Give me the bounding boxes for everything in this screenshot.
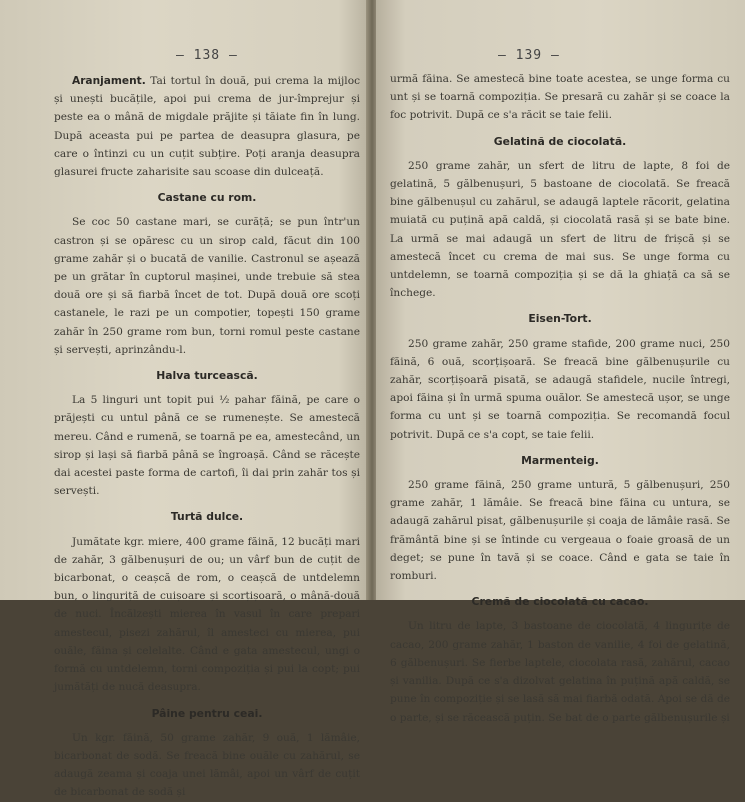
right-page — [376, 0, 745, 724]
recipe-text: La 5 linguri unt topit pui ½ pahar făină, pe care o prăjești cu untul până ce se rumenește. Se amestecă mereu. Când e rumenă, se toarnă pe ea, amestecând, un sirop și lași să fiarbă până se îngroașă. Când se răcește dai acestei paste forma de cartofi, îi dai prin zahăr tos și servești. — [54, 394, 360, 498]
left-page — [0, 0, 368, 799]
recipe-title: Eisen-Tort. — [528, 312, 592, 326]
page-body — [390, 70, 730, 727]
intro-paragraph — [54, 72, 360, 181]
recipe-title: Cremă de ciocolată cu cacao. — [471, 595, 649, 609]
recipe-text: 250 grame făină, 250 grame untură, 5 gălbenușuri, 250 grame zahăr, 1 lămâie. Se freacă bine făina cu untura, se adaugă zahărul pisat, gălbenușurile și coaja de lămâie rasă. Se frământă bine și se întinde cu vergeaua o foaie groasă de un deget; se pune în tavă și se coace. Când e gata se taie în romburi. — [390, 479, 730, 583]
recipe-title: Gelatină de ciocolată. — [493, 134, 627, 148]
recipe-title: Halva turcească. — [156, 369, 258, 383]
page-number: — 139 — — [498, 48, 560, 63]
page-number: — 138 — — [176, 48, 238, 63]
recipe-text: 250 grame zahăr, 250 grame stafide, 200 grame nuci, 250 făină, 6 ouă, scorțișoară. Se freacă bine gălbenușurile cu zahăr, scorțișoară pisată, se adaugă stafidele, nucile întregi, apoi făina și în urmă spuma ouălor. Se amestecă ușor, se unge forma cu unt și se toarnă compoziția. Se recomandă focul potrivit. După ce s'a copt, se taie felii. — [390, 337, 730, 441]
recipe-title: Castane cu rom. — [157, 191, 257, 205]
recipe-text: Jumătate kgr. miere, 400 grame făină, 12 bucăți mari de zahăr, 3 gălbenușuri de ou; un vârf bun de cuțit de bicarbonat, o ceașcă de rom, o ceașcă de untdelemn bun, o linguriță de cuișoare și scorțișoară, o mână-două de nuci. Încălzești mierea în vasul în care prepari amestecul, pisezi zahărul, îl amesteci cu mierea, pui ouăle, făina și celelalte. Când e gata amestecul, ungi o formă cu untdelemn, torni compoziția și pui la copt; pui jumătăți de nucă deasupra. — [54, 535, 360, 694]
recipe-title: Marmenteig. — [521, 453, 599, 467]
recipe-text: Un kgr. făină, 50 grame zahăr, 9 ouă, 1 lămâie, bicarbonat de sodă. Se freacă bine ouăle cu zahărul, se adaugă zeama și coaja unei lămâi, apoi un vârf de cuțit de bicarbonat de sodă și — [54, 731, 360, 799]
recipe-text: Un litru de lapte, 3 bastoane de ciocolată, 4 lingurițe de cacao, 200 grame zahăr, 1 baston de vanilie, 4 foi de gelatină, 6 gălbenușuri. Se fierbe laptele, ciocolata rasă, zahărul, cacao și vanilia. După ce s'a dizolvat gelatina în puțină apă caldă, se pune în compoziție și se lasă să mai fiarbă odată. Apoi se dă de o parte, și se răcească puțin. Se bat de o parte gălbenușurile și — [390, 620, 730, 724]
recipe-title: Turtă dulce. — [170, 510, 244, 524]
continued-paragraph: urmă făina. Se amestecă bine toate acestea, se unge forma cu unt și se toarnă compoziția. Se presară cu zahăr și se coace la foc potrivit. După ce s'a răcit se taie felii. — [390, 73, 730, 122]
recipe-text: 250 grame zahăr, un sfert de litru de lapte, 8 foi de gelatină, 5 gălbenușuri, 5 bastoane de ciocolată. Se freacă bine gălbenușul cu zahărul, se adaugă laptele răcorit, gelatina muiată cu puțină apă caldă, și ciocolată rasă și se bate bine. La urmă se mai adaugă un sfert de litru de frișcă și se amestecă încet cu crema de mai sus. Se unge forma cu untdelemn, se toarnă compoziția și se dă la ghiață ca să se închege. — [390, 159, 730, 300]
page-body — [54, 72, 360, 802]
intro-text: Tai tortul în două, pui crema la mijloc și unești bucățile, apoi pui crema de jur-împrejur și peste ea o mână de migdale prăjite și tăiate fin în lung. După aceasta pui pe partea de deasupra glasura, pe care o întinzi cu un cuțit subțire. Poți aranja deasupra glasurei fructe zaharisite sau scoase din dulceață. — [54, 75, 361, 179]
recipe-text: Se coc 50 castane mari, se curăță; se pun într'un castron și se opăresc cu un sirop cald, făcut din 100 grame zahăr și o bucată de vanilie. Castronul se așează pe un grătar în cuptorul mașinei, unde trebuie să stea două ore și să fiarbă încet de tot. După două ore scoți castanele, le razi pe un compotier, topești 150 grame zahăr în 250 grame rom bun, torni romul peste castane și servești, aprinzându-l. — [54, 216, 360, 356]
recipe-title: Pâine pentru ceai. — [151, 706, 263, 720]
recipe-lead-title: Aranjament. — [72, 75, 146, 87]
